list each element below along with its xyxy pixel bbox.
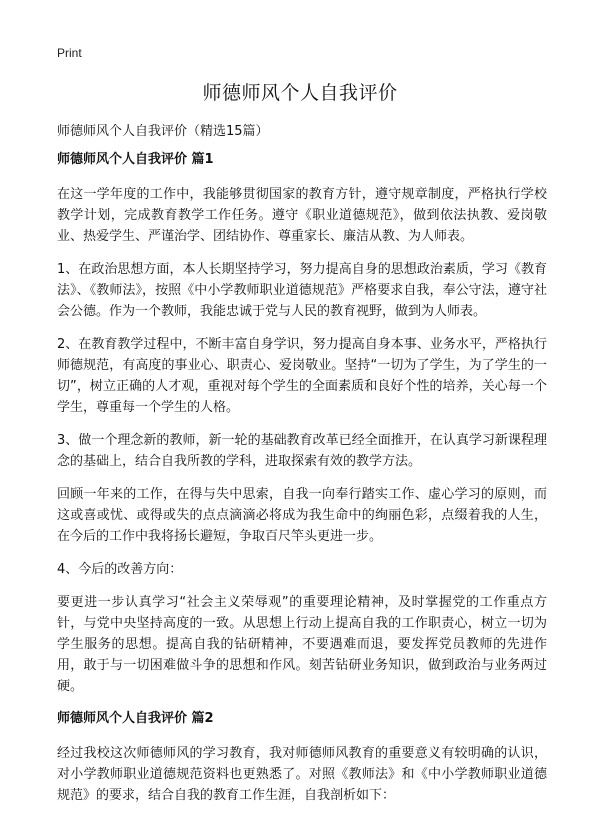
section-heading-1: 师德师风个人自我评价 篇1 [57,152,214,167]
page-title: 师德师风个人自我评价 [202,82,398,104]
paragraph: 要更进一步认真学习“社会主义荣辱观”的重要理论精神，及时掌握党的工作重点方针，与党中央坚持高度的一致。从思想上行动上提高自我的工作职责心，树立一切为学生服务的思想。提高自我的钻研精神，不要遇难而退，要发挥党员教师的先进作用，敢于与一切困难做斗争的思想和作风。刻苦钻研业务知识，做到政治与业务两过硬。 [57,595,547,694]
paragraph: 4、今后的改善方向： [57,562,183,577]
paragraph: 2、在教育教学过程中，不断丰富自身学识，努力提高自身本事、业务水平，严格执行师德规范，有高度的事业心、职责心、爱岗敬业。坚持“一切为了学生，为了学生的一切”，树立正确的人才观，重视对每个学生的全面素质和良好个性的培养，关心每一个学生，尊重每一个学生的人格。 [57,337,547,415]
document-subtitle: 师德师风个人自我评价（精选15篇） [57,124,269,139]
paragraph: 在这一学年度的工作中，我能够贯彻国家的教育方针，遵守规章制度，严格执行学校教学计划，完成教育教学工作任务。遵守《职业道德规范》，做到依法执教、爱岗敬业、热爱学生、严谨治学、团结协作、尊重家长、廉洁从教、为人师表。 [57,187,547,244]
paragraph: 回顾一年来的工作，在得与失中思索，自我一向奉行踏实工作、虚心学习的原则，而这或喜或忧、或得或失的点点滴滴必将成为我生命中的绚丽色彩，点缀着我的人生，在今后的工作中我将扬长避短，争取百尺竿头更进一步。 [57,487,547,544]
paragraph: 经过我校这次师德师风的学习教育，我对师德师风教育的重要意义有较明确的认识，对小学教师职业道德规范资料也更熟悉了。对照《教师法》和《中小学教师职业道德规范》的要求，结合自我的教育工作生涯，自我剖析如下： [57,746,547,803]
print-link[interactable]: Print [57,46,82,60]
document-body [57,150,547,818]
paragraph: 1、在政治思想方面，本人长期坚持学习，努力提高自身的思想政治素质，学习《教育法》、《教师法》，按照《中小学教师职业道德规范》严格要求自我，奉公守法，遵守社会公德。作为一个教师，我能忠诚于党与人民的教育视野，做到为人师表。 [57,262,547,319]
paragraph: 3、做一个理念新的教师，新一轮的基础教育改革已经全面推开，在认真学习新课程理念的基础上，结合自我所教的学科，进取探索有效的教学方法。 [57,433,547,469]
section-heading-2: 师德师风个人自我评价 篇2 [57,711,214,726]
